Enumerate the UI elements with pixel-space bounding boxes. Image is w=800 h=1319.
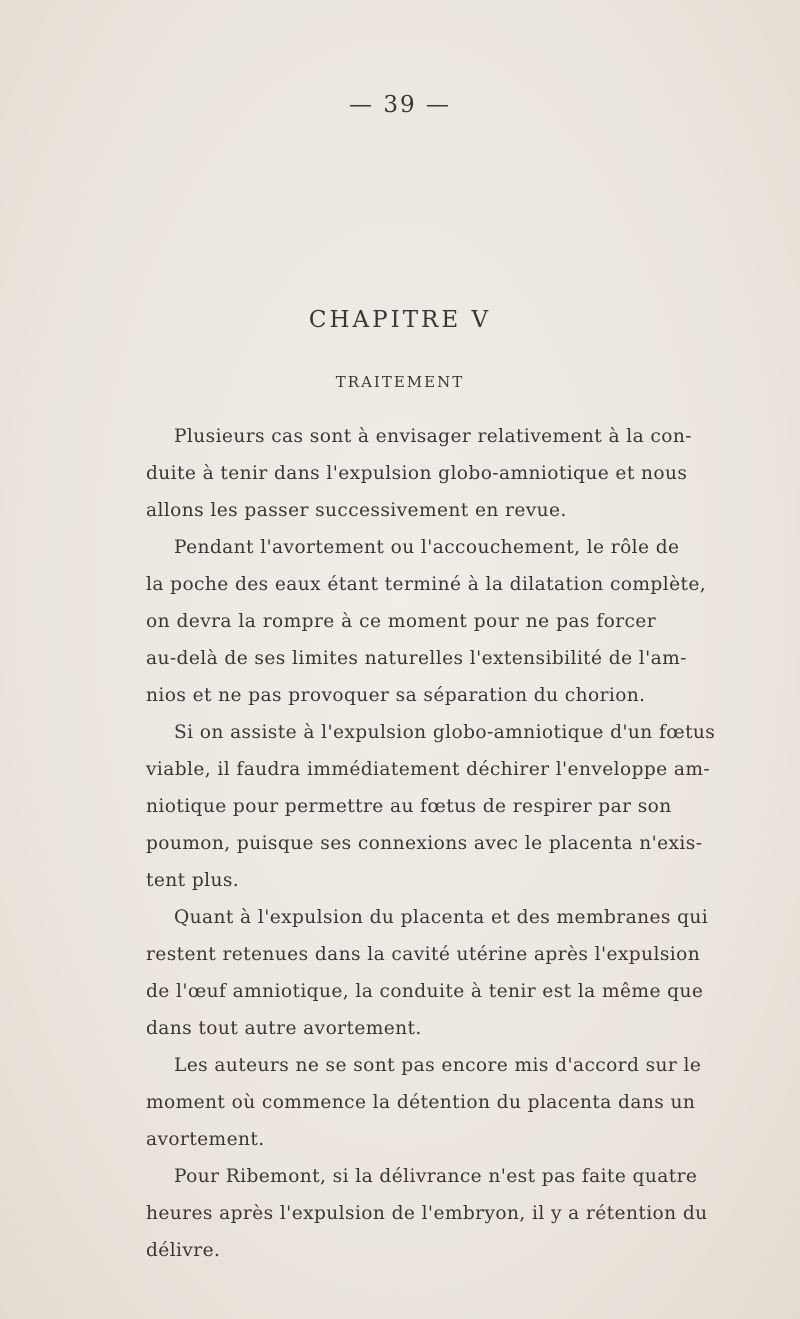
text-line: restent retenues dans la cavité utérine après l'expulsion (146, 944, 701, 965)
text-line: Si on assiste à l'expulsion globo-amniotique d'un fœtus (174, 722, 716, 743)
text-line: heures après l'expulsion de l'embryon, il y a rétention du (146, 1203, 708, 1224)
text-line: avortement. (146, 1129, 265, 1150)
paragraph-4 (146, 899, 709, 1047)
text-line: la poche des eaux étant terminé à la dilatation complète, (146, 574, 707, 595)
text-line: viable, il faudra immédiatement déchirer l'enveloppe am- (146, 759, 711, 780)
text-line: niotique pour permettre au fœtus de respirer par son (146, 796, 672, 817)
text-line: moment où commence la détention du placenta dans un (146, 1092, 696, 1113)
text-line: de l'œuf amniotique, la conduite à tenir est la même que (146, 981, 704, 1002)
text-line: poumon, puisque ses connexions avec le placenta n'exis- (146, 833, 703, 854)
text-line: dans tout autre avortement. (146, 1018, 422, 1039)
text-line: Pendant l'avortement ou l'accouchement, le rôle de (174, 537, 680, 558)
text-line: Pour Ribemont, si la délivrance n'est pas faite quatre (174, 1166, 698, 1187)
body-text (146, 418, 716, 1269)
section-title: TRAITEMENT (335, 373, 465, 391)
text-line: tent plus. (146, 870, 240, 891)
text-line: nios et ne pas provoquer sa séparation du chorion. (146, 685, 646, 706)
text-line: on devra la rompre à ce moment pour ne pas forcer (146, 611, 656, 632)
page-number: — 39 — (349, 92, 451, 118)
paragraph-6 (146, 1158, 708, 1269)
text-line: allons les passer successivement en revue. (146, 500, 567, 521)
text-line: Plusieurs cas sont à envisager relativement à la con- (174, 426, 692, 447)
paragraph-3 (146, 714, 716, 899)
text-line: duite à tenir dans l'expulsion globo-amniotique et nous (146, 463, 688, 484)
paragraph-5 (146, 1047, 702, 1158)
text-line: délivre. (146, 1240, 221, 1261)
text-line: Quant à l'expulsion du placenta et des membranes qui (174, 907, 709, 928)
paragraph-2 (146, 529, 707, 714)
chapter-title: CHAPITRE V (308, 307, 492, 333)
paragraph-1 (146, 418, 692, 529)
text-line: Les auteurs ne se sont pas encore mis d'accord sur le (174, 1055, 702, 1076)
text-line: au-delà de ses limites naturelles l'extensibilité de l'am- (146, 648, 687, 669)
